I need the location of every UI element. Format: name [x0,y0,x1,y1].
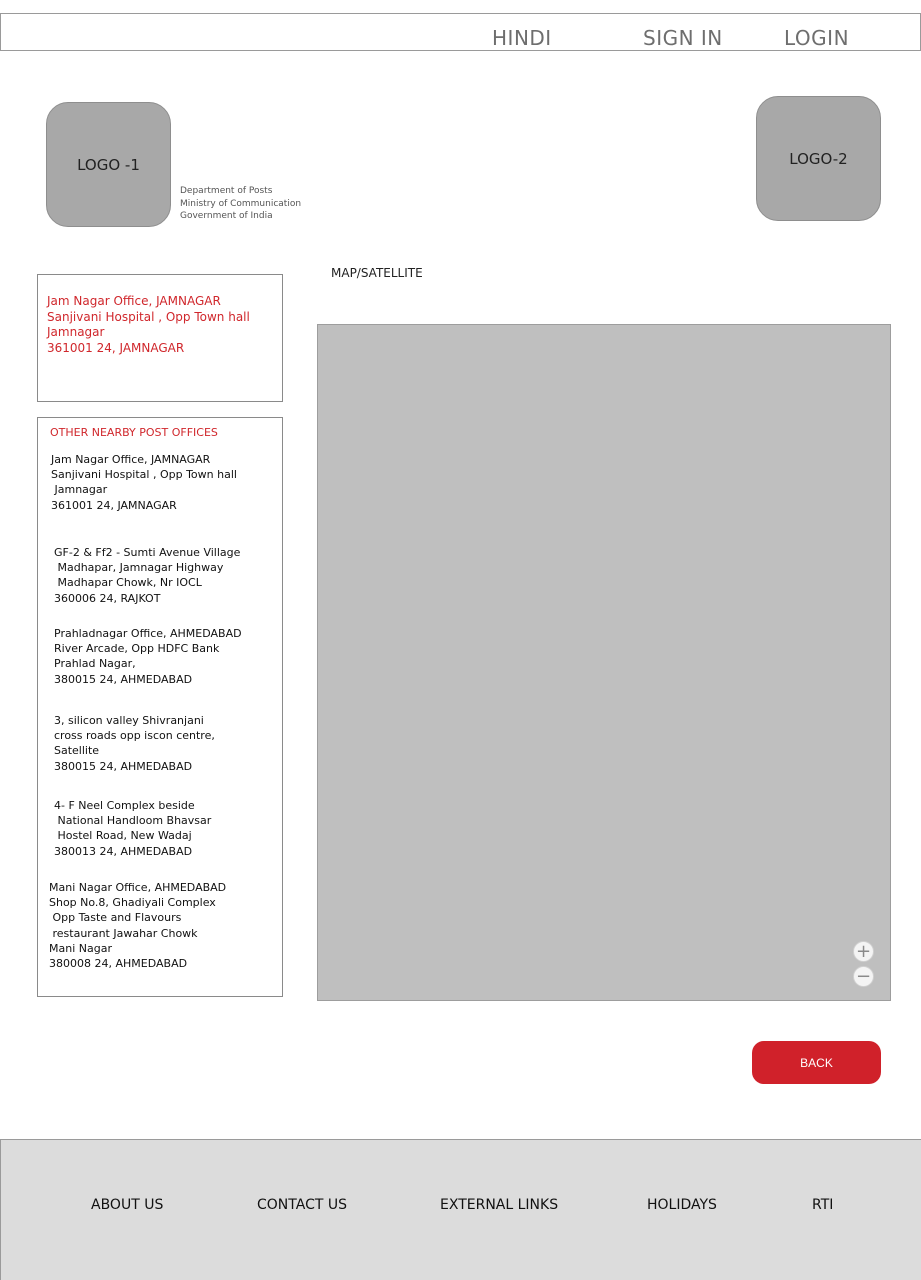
logo-2-placeholder[interactable] [756,96,881,221]
footer-about-us-link[interactable]: ABOUT US [91,1197,164,1213]
zoom-out-button[interactable] [853,966,874,987]
back-button[interactable]: BACK [752,1041,881,1084]
nearby-offices-panel [37,417,283,997]
footer-contact-us-link[interactable]: CONTACT US [257,1197,347,1213]
ministry-line: Ministry of Communication [180,198,302,209]
nearby-office-item[interactable]: 4- F Neel Complex beside National Handloom Bhavsar Hostel Road, New Wadaj 380013 24, AHMEDABAD [54,799,212,858]
department-line: Department of Posts [180,186,273,196]
footer [0,1139,921,1280]
selected-office-address: Jam Nagar Office, JAMNAGAR Sanjivani Hospital , Opp Town hall Jamnagar 361001 24, JAMNAGAR [47,294,250,355]
government-line: Government of India [180,211,273,221]
logo-1-placeholder[interactable] [46,102,171,227]
nearby-office-item[interactable]: 3, silicon valley Shivranjani cross roads opp iscon centre, Satellite 380015 24, AHMEDABAD [54,714,215,773]
login-link[interactable]: LOGIN [784,26,850,50]
map-view[interactable] [317,324,891,1001]
nearby-office-item[interactable]: GF-2 & Ff2 - Sumti Avenue Village Madhapar, Jamnagar Highway Madhapar Chowk, Nr IOCL 360006 24, RAJKOT [54,546,241,605]
footer-external-links-link[interactable]: EXTERNAL LINKS [440,1197,559,1213]
logo-2-label: LOGO-2 [789,149,848,168]
sign-in-link[interactable]: SIGN IN [643,26,723,50]
footer-holidays-link[interactable]: HOLIDAYS [647,1197,717,1213]
logo-1-label: LOGO -1 [77,155,140,174]
map-satellite-toggle[interactable]: MAP/SATELLITE [331,266,423,280]
footer-rti-link[interactable]: RTI [812,1197,834,1213]
zoom-in-button[interactable] [853,941,874,962]
selected-office-panel [37,274,283,402]
nearby-offices-title: OTHER NEARBY POST OFFICES [50,426,218,439]
nearby-office-item[interactable]: Mani Nagar Office, AHMEDABAD Shop No.8, Ghadiyali Complex Opp Taste and Flavours restaurant Jawahar Chowk Mani Nagar 380008 24, AHMEDABAD [49,881,227,971]
top-nav-bar [0,13,921,51]
hindi-language-link[interactable]: HINDI [492,26,552,50]
plus-icon: + [855,940,872,962]
nearby-office-item[interactable]: Jam Nagar Office, JAMNAGAR Sanjivani Hospital , Opp Town hall Jamnagar 361001 24, JAMNAGAR [51,453,237,512]
department-info [180,185,301,223]
nearby-office-item[interactable]: Prahladnagar Office, AHMEDABAD River Arcade, Opp HDFC Bank Prahlad Nagar, 380015 24, AHMEDABAD [54,627,242,686]
minus-icon: − [855,965,872,987]
